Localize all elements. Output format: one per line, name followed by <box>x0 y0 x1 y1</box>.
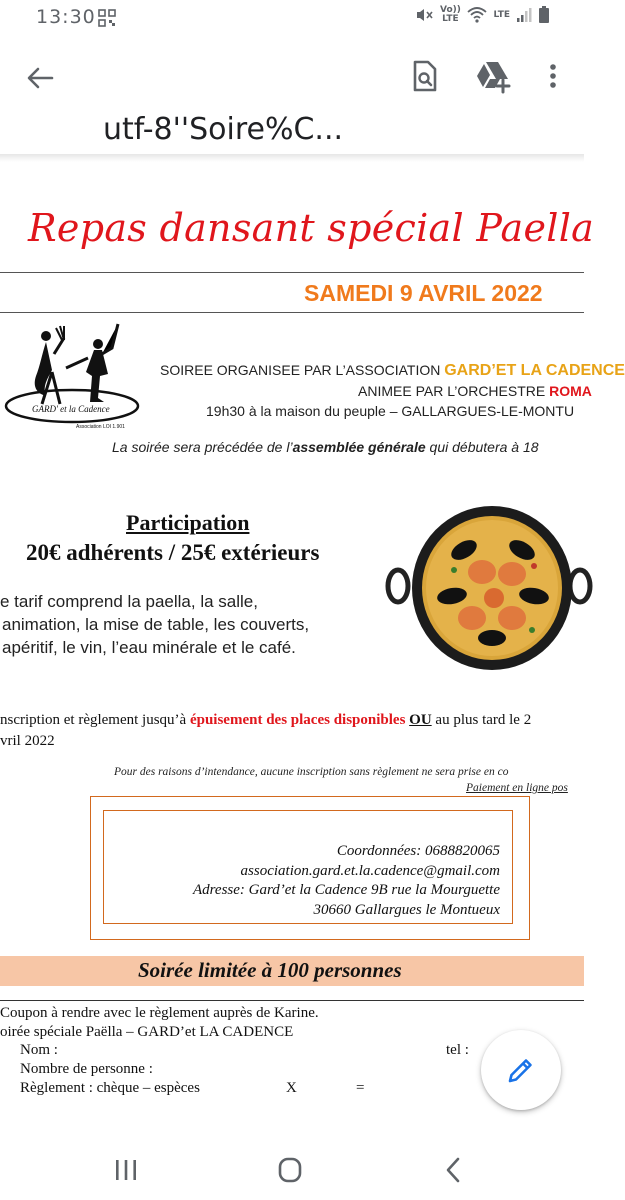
add-to-drive-icon <box>474 58 512 94</box>
document-page[interactable] <box>0 162 625 1140</box>
event-heading: Repas dansant spécial Paella <box>28 206 595 250</box>
form-multiply-sign: X <box>286 1080 297 1096</box>
inscription-suffix: au plus tard le 2 <box>431 712 532 728</box>
association-name: GARD’ET LA CADENCE <box>444 362 625 379</box>
inscription-prefix: nscription et règlement jusqu’à <box>0 712 190 728</box>
coupon-line-2: oirée spéciale Paëlla – GARD’et LA CADENCE <box>0 1024 294 1040</box>
chevron-left-icon <box>434 1152 474 1188</box>
contact-details <box>193 842 500 920</box>
participation-title: Participation <box>126 510 250 535</box>
contact-city: 30660 Gallargues le Montueux <box>313 901 500 918</box>
lte-network-label: LTE <box>493 9 510 20</box>
volte-label: Vo)) LTE <box>440 5 461 24</box>
coupon-cut-line <box>0 1000 584 1001</box>
inscription-ou: OU <box>409 712 432 728</box>
venue-line: 19h30 à la maison du peuple – GALLARGUES-LE-MONTU <box>206 403 575 419</box>
limit-text: Soirée limitée à 100 personnes <box>138 958 402 982</box>
status-bar <box>0 0 584 36</box>
divider-date <box>0 312 584 313</box>
contact-phone: Coordonnées: 0688820065 <box>336 843 500 859</box>
tarif-description <box>0 590 309 659</box>
edit-fab-button[interactable] <box>481 1030 561 1110</box>
intendance-note: Pour des raisons d’intendance, aucune inscription sans règlement ne sera prise en co <box>114 766 509 778</box>
assembly-suffix: qui débutera à 18 <box>425 439 539 455</box>
tarif-line: apéritif, le vin, l’eau minérale et le café. <box>2 638 296 657</box>
logo-name-text: GARD' et la Cadence <box>32 404 110 414</box>
tarif-line: e tarif comprend la paella, la salle, <box>0 592 258 611</box>
inscription-line-1 <box>0 710 531 731</box>
recent-apps-button[interactable] <box>106 1152 146 1188</box>
inscription-red: épuisement des places disponibles <box>189 712 406 728</box>
mute-icon <box>415 6 433 24</box>
status-time: 13:30 <box>36 6 96 28</box>
edit-pencil-icon <box>505 1054 537 1086</box>
inscription-line-2: vril 2022 <box>0 733 55 749</box>
association-logo <box>2 314 144 438</box>
coupon-line-1: Coupon à rendre avec le règlement auprès de Karine. <box>0 1005 319 1021</box>
arrow-back-icon <box>22 60 58 96</box>
event-date: SAMEDI 9 AVRIL 2022 <box>304 280 543 306</box>
qr-code-icon <box>98 9 116 27</box>
home-icon <box>270 1152 310 1188</box>
form-tel-label: tel : <box>446 1042 469 1058</box>
app-bar-shadow <box>0 154 584 162</box>
coupon-header <box>0 1004 319 1042</box>
system-back-button[interactable] <box>434 1152 474 1188</box>
add-to-drive-button[interactable] <box>474 58 512 94</box>
battery-icon <box>538 6 550 24</box>
app-bar <box>0 36 584 154</box>
tarif-line: animation, la mise de table, les couverts, <box>2 615 310 634</box>
assembly-prefix: La soirée sera précédée de l’ <box>112 439 293 455</box>
status-icons <box>415 6 550 24</box>
more-vert-icon <box>538 58 568 94</box>
divider-top <box>0 272 584 273</box>
inscription-deadline <box>0 710 531 752</box>
form-payment-label: Règlement : chèque – espèces <box>20 1080 200 1096</box>
wifi-icon <box>467 6 487 24</box>
logo-subtext: Association LOI 1.901 <box>76 424 125 430</box>
assembly-bold: assemblée générale <box>292 439 426 455</box>
orchestra-line <box>358 383 592 399</box>
paella-image <box>394 500 584 676</box>
find-in-page-button[interactable] <box>406 58 442 94</box>
form-name-label: Nom : <box>20 1042 58 1058</box>
more-options-button[interactable] <box>538 58 568 94</box>
orchestra-prefix: ANIMEE PAR L’ORCHESTRE <box>358 383 550 399</box>
orchestra-name: ROMA <box>549 383 592 399</box>
price-line: 20€ adhérents / 25€ extérieurs <box>26 540 320 565</box>
online-payment-link[interactable]: Paiement en ligne pos <box>466 782 568 794</box>
document-title: utf-8''Soire%C... <box>103 112 344 147</box>
contact-email[interactable]: association.gard.et.la.cadence@gmail.com <box>240 862 500 879</box>
back-button[interactable] <box>22 60 58 96</box>
signal-icon <box>516 7 532 23</box>
organised-by-prefix: SOIREE ORGANISEE PAR L’ASSOCIATION <box>160 362 445 378</box>
organised-by-line <box>160 362 625 380</box>
system-nav-bar <box>0 1140 584 1200</box>
recent-apps-icon <box>106 1152 146 1188</box>
form-count-label: Nombre de personne : <box>20 1061 153 1077</box>
home-button[interactable] <box>270 1152 310 1188</box>
find-in-page-icon <box>406 58 442 94</box>
contact-address: Adresse: Gard’et la Cadence 9B rue la Mourguette <box>192 882 500 898</box>
assembly-note <box>112 439 539 455</box>
form-equals-sign: = <box>356 1080 365 1096</box>
